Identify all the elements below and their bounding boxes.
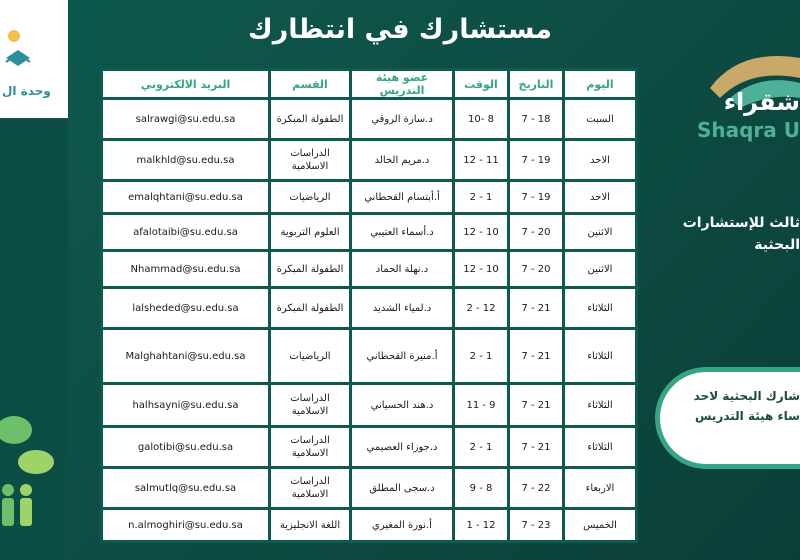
cell-faculty: أ.منيرة القحطاني [352,330,452,382]
table-row [103,252,635,286]
cell-department: العلوم التربوية [271,215,349,249]
cell-email: salmutlq@su.edu.sa [103,469,268,507]
shaqra-english-name: Shaqra U [696,118,800,142]
people-chat-icon [0,410,60,530]
cell-time: 1 - 2 [455,330,507,382]
cell-faculty: د.مريم الخالد [352,141,452,179]
ribbon-line: ساء هيئة التدريس [694,409,800,423]
cell-date: 20 - 7 [510,252,562,286]
cell-faculty: د.هند الحسياني [352,385,452,425]
cell-date: 21 - 7 [510,289,562,327]
cell-time: 11 - 12 [455,141,507,179]
cell-date: 19 - 7 [510,182,562,212]
cell-email: galotibi@su.edu.sa [103,428,268,466]
cell-department: الدراسات الاسلامية [271,469,349,507]
cell-day: الثلاثاء [565,428,635,466]
cell-date: 19 - 7 [510,141,562,179]
cell-date: 21 - 7 [510,385,562,425]
cell-faculty: د.جوزاء العصيمي [352,428,452,466]
cell-department: الدراسات الاسلامية [271,428,349,466]
cell-email: malkhld@su.edu.sa [103,141,268,179]
cell-day: الثلاثاء [565,385,635,425]
cell-time: 12 - 2 [455,289,507,327]
cell-date: 20 - 7 [510,215,562,249]
cell-email: afalotaibi@su.edu.sa [103,215,268,249]
cell-email: emalqhtani@su.edu.sa [103,182,268,212]
table-row [103,182,635,212]
cell-faculty: د.سارة الروقي [352,100,452,138]
cell-date: 21 - 7 [510,428,562,466]
cell-date: 23 - 7 [510,510,562,540]
header-time: الوقت [455,71,507,97]
cell-time: 10 - 12 [455,215,507,249]
cell-department: اللغة الانجليزية [271,510,349,540]
table-row [103,100,635,138]
table-row [103,428,635,466]
cell-department: الطفولة المبكرة [271,100,349,138]
cell-email: n.almoghiri@su.edu.sa [103,510,268,540]
cell-day: الاثنين [565,252,635,286]
cell-faculty: د.لمياء الشديد [352,289,452,327]
cell-faculty: أ.نورة المغيري [352,510,452,540]
cell-time: 8 -10 [455,100,507,138]
cell-faculty: د.نهلة الحماد [352,252,452,286]
cell-day: الخميس [565,510,635,540]
schedule-table [100,68,638,543]
header-date: التاريخ [510,71,562,97]
cell-email: Malghahtani@su.edu.sa [103,330,268,382]
table-row [103,385,635,425]
cell-day: السبت [565,100,635,138]
ribbon-line: شارك البحثية لاحد [693,389,800,403]
unit-logo-text: وحدة ال [2,84,51,98]
cell-time: 10 - 12 [455,252,507,286]
header-day: اليوم [565,71,635,97]
cell-time: 8 - 9 [455,469,507,507]
cell-faculty: أ.أبتسام القحطاني [352,182,452,212]
cell-time: 9 - 11 [455,385,507,425]
table-header-row [103,71,635,97]
side-heading [670,212,800,256]
cell-department: الدراسات الاسلامية [271,385,349,425]
table-row [103,141,635,179]
table-row [103,330,635,382]
cell-day: الثلاثاء [565,330,635,382]
cell-day: الاحد [565,141,635,179]
header-department: القسم [271,71,349,97]
cell-time: 1 - 2 [455,182,507,212]
cell-department: الرياضيات [271,182,349,212]
table-row [103,215,635,249]
info-ribbon-text [672,386,800,426]
cell-email: lalsheded@su.edu.sa [103,289,268,327]
right-panel [680,0,800,560]
cell-date: 22 - 7 [510,469,562,507]
side-heading-line: ثالث للإستشارات [682,215,800,231]
cell-time: 12 - 1 [455,510,507,540]
header-faculty: عضو هيئة التدريس [352,71,452,97]
shaqra-arabic-name: شقراء [723,88,800,116]
cell-department: الطفولة المبكرة [271,252,349,286]
cell-department: الرياضيات [271,330,349,382]
cell-department: الدراسات الاسلامية [271,141,349,179]
header-email: البريد الالكتروني [103,71,268,97]
page-title: مستشارك في انتظارك [247,14,553,45]
cell-time: 1 - 2 [455,428,507,466]
cell-day: الاربعاء [565,469,635,507]
cell-email: halhsayni@su.edu.sa [103,385,268,425]
cell-day: الاثنين [565,215,635,249]
table-row [103,510,635,540]
cell-day: الثلاثاء [565,289,635,327]
cell-date: 18 - 7 [510,100,562,138]
cell-day: الاحد [565,182,635,212]
cell-email: Nhammad@su.edu.sa [103,252,268,286]
table-row [103,289,635,327]
cell-faculty: د.سجى المطلق [352,469,452,507]
cell-department: الطفولة المبكرة [271,289,349,327]
cell-date: 21 - 7 [510,330,562,382]
cell-email: salrawgi@su.edu.sa [103,100,268,138]
table-row [103,469,635,507]
side-heading-line: البحثية [754,237,800,253]
cell-faculty: د.أسماء العتيبي [352,215,452,249]
